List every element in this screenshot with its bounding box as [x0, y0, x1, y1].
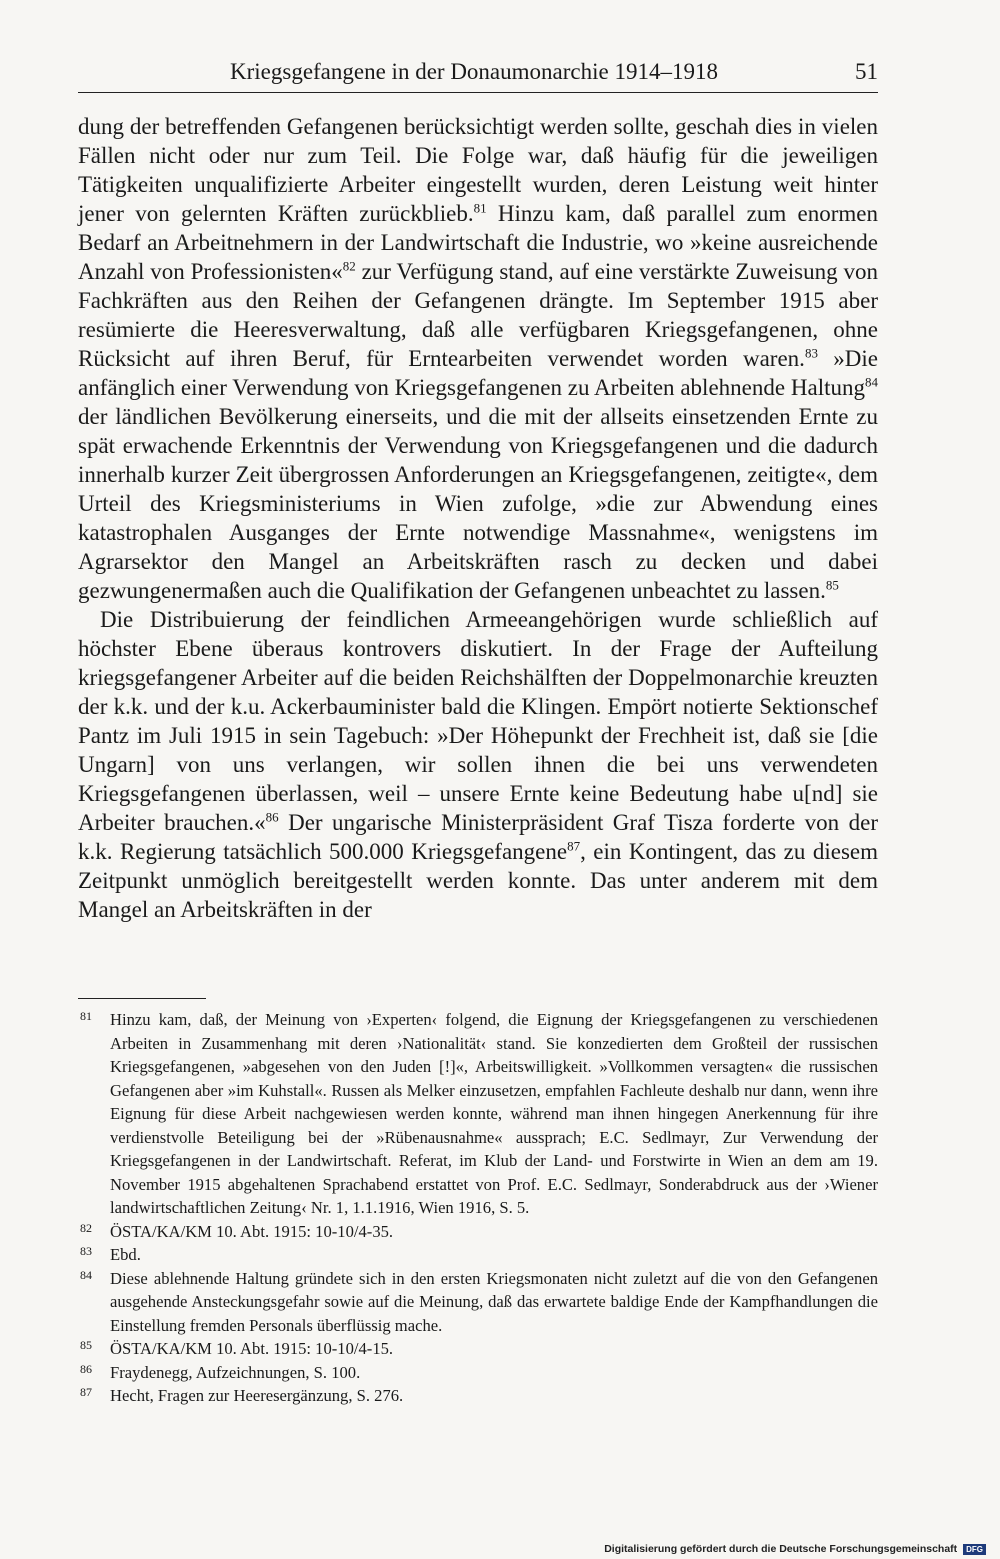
footnote-ref[interactable]: 82 — [342, 258, 356, 274]
text-run: zur Verfügung stand, auf eine verstärkte Zuweisung von Fachkräften aus den Reihen der Gefangenen drängte. Im September 1915 aber resümierte die Heeresverwaltung, daß alle verfügbaren Kriegsgefangenen, ohne Rücksicht auf ihren Beruf, für Erntearbeiten verwendet worden waren. — [78, 259, 879, 371]
footnote-ref[interactable]: 85 — [825, 577, 839, 593]
footnote-text: Hecht, Fragen zur Heeresergänzung, S. 276. — [110, 1386, 404, 1405]
footnote-number: 86 — [80, 1361, 92, 1376]
footnote-number: 85 — [80, 1338, 92, 1352]
footnote — [78, 1384, 878, 1408]
footnote — [78, 1243, 878, 1267]
footnote-ref[interactable]: 81 — [473, 200, 487, 216]
footnote-number: 81 — [80, 1009, 92, 1023]
header-rule — [78, 92, 878, 93]
paragraph — [78, 605, 878, 924]
footnote-text: Fraydenegg, Aufzeichnungen, S. 100. — [110, 1362, 361, 1382]
digitization-footer — [604, 1543, 986, 1555]
text-run: Die Distribuierung der feindlichen Armeeangehörigen wurde schließlich auf höchster Ebene überaus kontrovers diskutiert. In der Frage der Aufteilung kriegsgefangener Arbeiter auf die beiden Reichshälften der Doppelmonarchie kreuzten der k.k. und der k.u. Ackerbauminister bald die Klingen. Empört notierte Sektionschef Pantz im Juli 1915 in sein Tagebuch: »Der Höhepunkt der Frechheit ist, daß sie [die Ungarn] von uns verlangen, wir sollen ihnen die bei uns verwendeten Kriegsgefangenen überlassen, weil – unsere Ernte keine Bedeutung habe u[nd] sie Arbeiter brauchen.« — [78, 607, 878, 835]
footnote — [78, 1267, 878, 1338]
text-run: dung der betreffenden Gefangenen berücksichtigt werden sollte, geschah dies in vielen Fällen nicht oder nur zum Teil. Die Folge war, daß häufig für die jeweiligen Tätigkeiten unqualifizierte Arbeiter eingestellt wurden, deren Leistung weit hinter jener von gelernten Kräften zurückblieb. — [78, 114, 878, 226]
text-run: Der ungarische Ministerpräsident Graf Tisza forderte von der k.k. Regierung tatsächlich 500.000 Kriegsgefangene — [78, 810, 878, 864]
page-number: 51 — [855, 59, 878, 84]
text-run: , ein Kontingent, das zu diesem Zeitpunkt unmöglich bereitgestellt werden konnte. Das unter anderem mit dem Mangel an Arbeitskräften in der — [78, 839, 878, 922]
footnote — [78, 1008, 878, 1220]
running-title: Kriegsgefangene in der Donaumonarchie 1914–1918 — [230, 59, 718, 84]
footnote — [78, 1337, 878, 1361]
footnote-text: Hinzu kam, daß, der Meinung von ›Experten‹ folgend, die Eignung der Kriegsgefangenen zu verschiedenen Arbeiten in Zusammenhang mit deren ›Nationalität‹ stand. Sie konzedierten dem Großteil der russischen Kriegsgefangenen, »abgesehen von den Juden [!]«, Arbeitswilligkeit. »Vollkommen versagten« die russischen Gefangenen aber »im Kuhstall«. Russen als Melker einzusetzen, empfahlen Fachleute deshalb nur dann, wenn ihre Eignung für diese Arbeit nachgewiesen werden konnte, während man ihnen hingegen Anerkennung für ihre verdienstvolle Beteiligung bei der »Rübenausnahme« aussprach; E.C. Sedlmayr, Zur Verwendung der Kriegsgefangenen in der Landwirtschaft. Referat, im Klub der Land- und Forstwirte in Wien an dem am 19. November 1915 abgehaltenen Sprachabend erstattet von Prof. E.C. Sedlmayr, Sonderabdruck aus der ›Wiener landwirtschaftlichen Zeitung‹ Nr. 1, 1.1.1916, Wien 1916, S. 5. — [110, 1010, 878, 1217]
footnote-number: 82 — [80, 1220, 92, 1235]
footnotes — [78, 1008, 878, 1408]
text-run: »Die anfänglich einer Verwendung von Kriegsgefangenen zu Arbeiten ablehnende Haltung — [78, 346, 878, 400]
footnote — [78, 1361, 878, 1385]
footnote-text: Ebd. — [110, 1245, 141, 1264]
text-run: der ländlichen Bevölkerung einerseits, und die mit der allseits einsetzenden Ernte zu spät erwachende Erkenntnis der Verwendung von Kriegsgefangenen und die dadurch innerhalb kurzer Zeit übergrossen Anforderungen an Kriegsgefangenen, zeitigte«, dem Urteil des Kriegsministeriums in Wien zufolge, »die zur Abwendung eines katastrophalen Ausganges der Ernte notwendige Massnahme«, wenigstens im Agrarsektor den Mangel an Arbeitskräften rasch zu decken und dabei gezwungenermaßen auch die Qualifikation der Gefangenen unbeachtet zu lassen. — [78, 404, 878, 603]
footnote-text: ÖSTA/KA/KM 10. Abt. 1915: 10-10/4-35. — [110, 1221, 394, 1241]
footnote-number: 84 — [80, 1267, 92, 1282]
dfg-logo: DFG — [963, 1544, 986, 1555]
footnote-ref[interactable]: 87 — [567, 838, 581, 854]
footnote-number: 83 — [80, 1244, 92, 1258]
footnote-ref[interactable]: 84 — [865, 374, 878, 390]
footnote-ref[interactable]: 86 — [265, 809, 279, 825]
paragraph — [78, 112, 878, 605]
text-run: Hinzu kam, daß parallel zum enormen Bedarf an Arbeitnehmern in der Landwirtschaft die Industrie, wo »keine ausreichende Anzahl von Professionisten« — [78, 201, 878, 284]
footer-text: Digitalisierung gefördert durch die Deutsche Forschungsgemeinschaft — [604, 1543, 958, 1555]
footnote-ref[interactable]: 83 — [804, 345, 818, 361]
footnote — [78, 1220, 878, 1244]
main-text — [78, 112, 878, 924]
footnote-rule — [78, 998, 206, 999]
footnote-number: 87 — [80, 1385, 92, 1399]
footnote-text: ÖSTA/KA/KM 10. Abt. 1915: 10-10/4-15. — [110, 1339, 394, 1358]
footnote-text: Diese ablehnende Haltung gründete sich in den ersten Kriegsmonaten nicht zuletzt auf die von den Gefangenen ausgehende Ansteckungsgefahr sowie auf die Meinung, daß das erwartete baldige Ende der Kampfhandlungen die Einstellung fremden Personals überflüssig mache. — [110, 1268, 878, 1335]
